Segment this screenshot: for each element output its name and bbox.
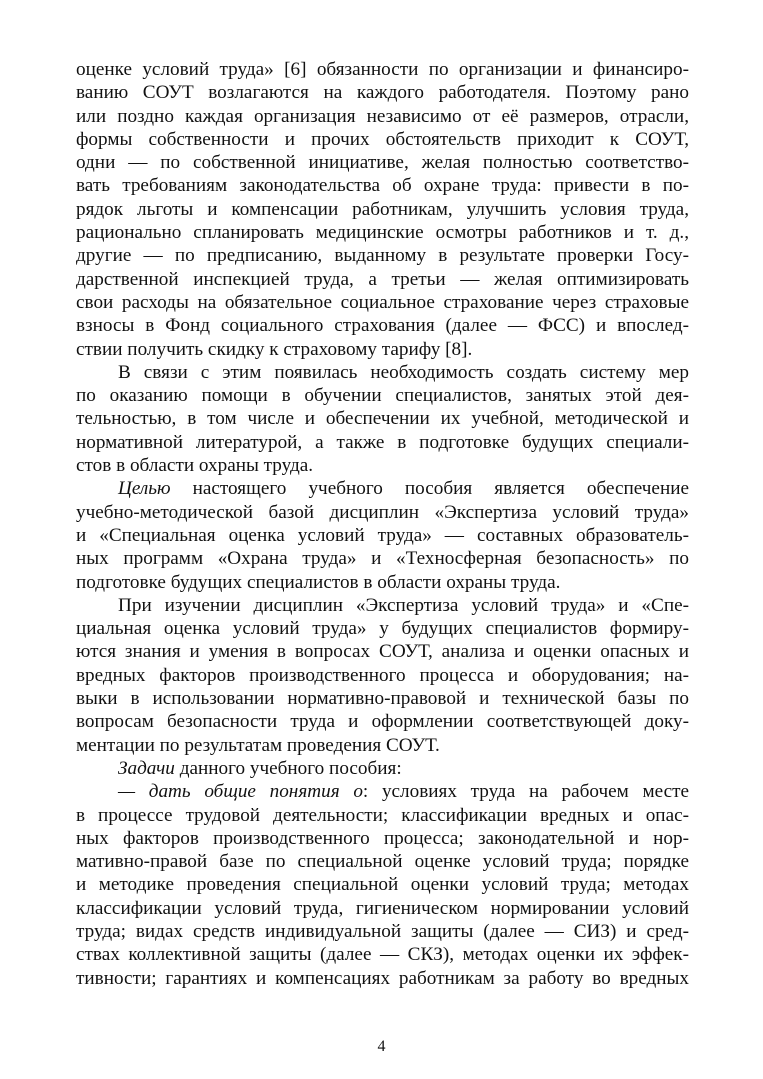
text-line: и «Специальная оценка условий труда» — составных образователь-	[76, 524, 689, 546]
text-line: ствах коллективной защиты (далее — СКЗ), методах оценки их эффек-	[76, 944, 689, 966]
text-line: формы собственности и прочих обстоятельств приходит к СОУТ,	[76, 128, 689, 150]
text-line: оценке условий труда» [6] обязанности по организации и финансиро-	[76, 59, 689, 80]
text-line: выки в использовании нормативно-правовой и технической базы по	[76, 688, 689, 710]
text-line: по оказанию помощи в обучении специалистов, занятых этой дея-	[76, 385, 689, 407]
text-line: подготовке будущих специалистов в области охраны труда.	[76, 571, 561, 593]
text-line: в процессе трудовой деятельности; классификации вредных и опас-	[76, 804, 689, 826]
line-text: данного учебного пособия:	[174, 757, 402, 779]
text-line: ментации по результатам проведения СОУТ.	[76, 734, 440, 756]
emphasis-text: Целью	[118, 478, 171, 500]
paragraph-start-line: В связи с этим появилась необходимость создать систему мер	[118, 361, 689, 383]
paragraph-start-line: При изучении дисциплин «Экспертиза условий труда» и «Спе-	[118, 594, 689, 616]
text-line: тельностью, в том числе и обеспечении их учебной, методической и	[76, 408, 689, 430]
line-text: настоящего учебного пособия является обеспечение	[170, 478, 689, 500]
text-line: ванию СОУТ возлагаются на каждого работодателя. Поэтому рано	[76, 82, 689, 104]
body-text	[76, 58, 689, 990]
text-line: циальная оценка условий труда» у будущих специалистов формиру-	[76, 618, 689, 640]
text-line: стов в области охраны труда.	[76, 455, 314, 477]
paragraph-start-line	[76, 757, 689, 780]
text-line: вать требованиям законодательства об охране труда: привести в по-	[76, 175, 689, 197]
text-line: рядок льготы и компенсации работникам, улучшить условия труда,	[76, 198, 689, 220]
text-line: и методике проведения специальной оценки условий труда; методах	[76, 874, 689, 896]
emphasis-text: — дать общие понятия о	[118, 781, 363, 803]
text-line: учебно-методической базой дисциплин «Экспертиза условий труда»	[76, 501, 689, 523]
text-line: другие — по предписанию, выданному в результате проверки Госу-	[76, 245, 689, 267]
paragraph-start-line	[76, 477, 689, 500]
text-line: рационально спланировать медицинские осмотры работников и т. д.,	[76, 222, 689, 244]
text-line: ются знания и умения в вопросах СОУТ, анализа и оценки опасных и	[76, 641, 689, 663]
text-line: вопросам безопасности труда и оформлении соответствующей доку-	[76, 711, 689, 733]
text-line: тивности; гарантиях и компенсациях работникам за работу во вредных	[76, 967, 689, 989]
text-line: дарственной инспекцией труда, а третьи — желая оптимизировать	[76, 268, 689, 290]
page-number: 4	[377, 1038, 386, 1055]
text-line: или поздно каждая организация независимо от её размеров, отрасли,	[76, 105, 689, 127]
text-line: ствии получить скидку к страховому тарифу [8].	[76, 338, 473, 360]
text-line: свои расходы на обязательное социальное страхование через страховые	[76, 291, 689, 313]
text-line: классификации условий труда, гигиеническом нормировании условий	[76, 897, 689, 919]
text-line: взносы в Фонд социального страхования (далее — ФСС) и впослед-	[76, 315, 689, 337]
text-line: нормативной литературой, а также в подготовке будущих специали-	[76, 431, 689, 453]
line-text: : условиях труда на рабочем месте	[362, 781, 689, 803]
text-line: вредных факторов производственного процесса и оборудования; на-	[76, 664, 689, 686]
text-line: одни — по собственной инициативе, желая полностью соответство-	[76, 152, 689, 174]
text-line: ных программ «Охрана труда» и «Техносферная безопасность» по	[76, 548, 689, 570]
text-line: труда; видах средств индивидуальной защиты (далее — СИЗ) и сред-	[76, 920, 689, 942]
text-line: мативно-правой базе по специальной оценке условий труда; порядке	[76, 851, 689, 873]
text-line: ных факторов производственного процесса; законодательной и нор-	[76, 827, 689, 849]
emphasis-text: Задачи	[118, 757, 175, 779]
paragraph-start-line	[76, 780, 689, 803]
